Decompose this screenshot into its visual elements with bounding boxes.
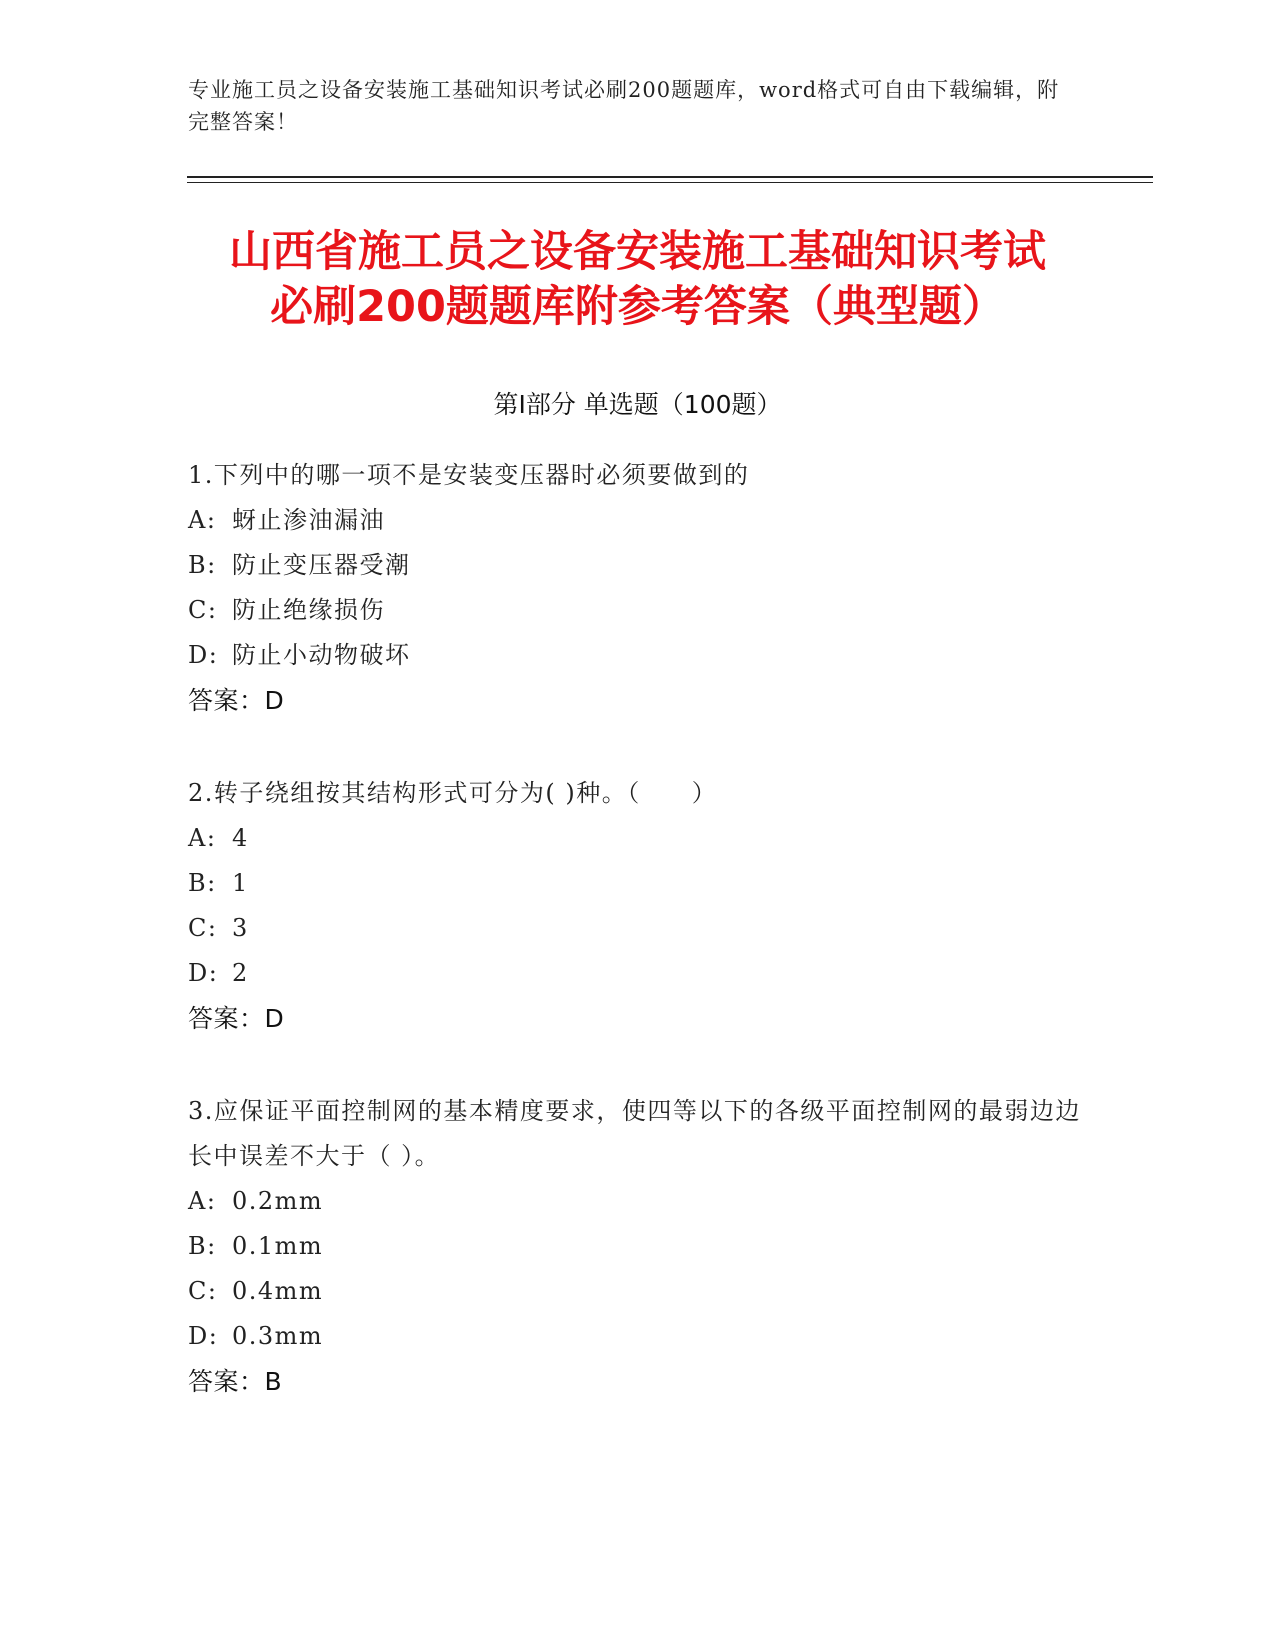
document-title-line-2: 必刷200题题库附参考答案（典型题） (270, 282, 1005, 332)
option-text: 蚜止渗油漏油 (232, 506, 385, 534)
option-key: B: (188, 1232, 217, 1260)
option-key: D: (188, 641, 219, 669)
option-key: D: (188, 959, 219, 987)
question-1 (188, 453, 1088, 723)
option-b (188, 543, 1088, 588)
option-b (188, 1224, 1088, 1269)
option-text: 2 (232, 959, 249, 987)
option-a (188, 816, 1088, 861)
question-stem: 1.下列中的哪一项不是安装变压器时必须要做到的 (188, 461, 750, 489)
option-key: A: (188, 824, 217, 852)
option-d (188, 1314, 1088, 1359)
option-d (188, 951, 1088, 996)
question-stem: 3.应保证平面控制网的基本精度要求，使四等以下的各级平面控制网的最弱边边长中误差不大于（ ）。 (188, 1097, 1081, 1170)
header-note: 专业施工员之设备安装施工基础知识考试必刷200题题库，word格式可自由下载编辑，附完整答案！ (188, 78, 1060, 134)
answer: 答案：D (188, 1004, 285, 1033)
option-key: C: (188, 914, 218, 942)
option-d (188, 633, 1088, 678)
answer: 答案：B (188, 1367, 283, 1396)
option-text: 防止小动物破坏 (232, 641, 411, 669)
option-c (188, 588, 1088, 633)
option-key: B: (188, 869, 217, 897)
option-key: C: (188, 596, 218, 624)
header-divider-thick (187, 176, 1153, 178)
option-text: 0.2mm (232, 1187, 324, 1215)
question-3 (188, 1089, 1088, 1404)
section-title: 第Ⅰ部分 单选题（100题） (493, 390, 782, 419)
option-c (188, 906, 1088, 951)
answer: 答案：D (188, 686, 285, 715)
header-divider-thin (187, 182, 1153, 183)
option-text: 防止变压器受潮 (232, 551, 411, 579)
option-a (188, 1179, 1088, 1224)
option-text: 4 (232, 824, 249, 852)
option-text: 3 (232, 914, 249, 942)
document-title (0, 225, 1275, 335)
option-key: A: (188, 506, 217, 534)
option-text: 0.3mm (232, 1322, 324, 1350)
option-key: A: (188, 1187, 217, 1215)
option-b (188, 861, 1088, 906)
question-stem: 2.转子绕组按其结构形式可分为( )种。（ ） (188, 779, 718, 807)
question-2 (188, 771, 1088, 1041)
option-text: 1 (232, 869, 249, 897)
option-key: D: (188, 1322, 219, 1350)
option-c (188, 1269, 1088, 1314)
option-a (188, 498, 1088, 543)
option-key: B: (188, 551, 217, 579)
option-key: C: (188, 1277, 218, 1305)
document-title-line-1: 山西省施工员之设备安装施工基础知识考试 (229, 227, 1046, 277)
option-text: 0.1mm (232, 1232, 324, 1260)
option-text: 防止绝缘损伤 (232, 596, 385, 624)
option-text: 0.4mm (232, 1277, 324, 1305)
